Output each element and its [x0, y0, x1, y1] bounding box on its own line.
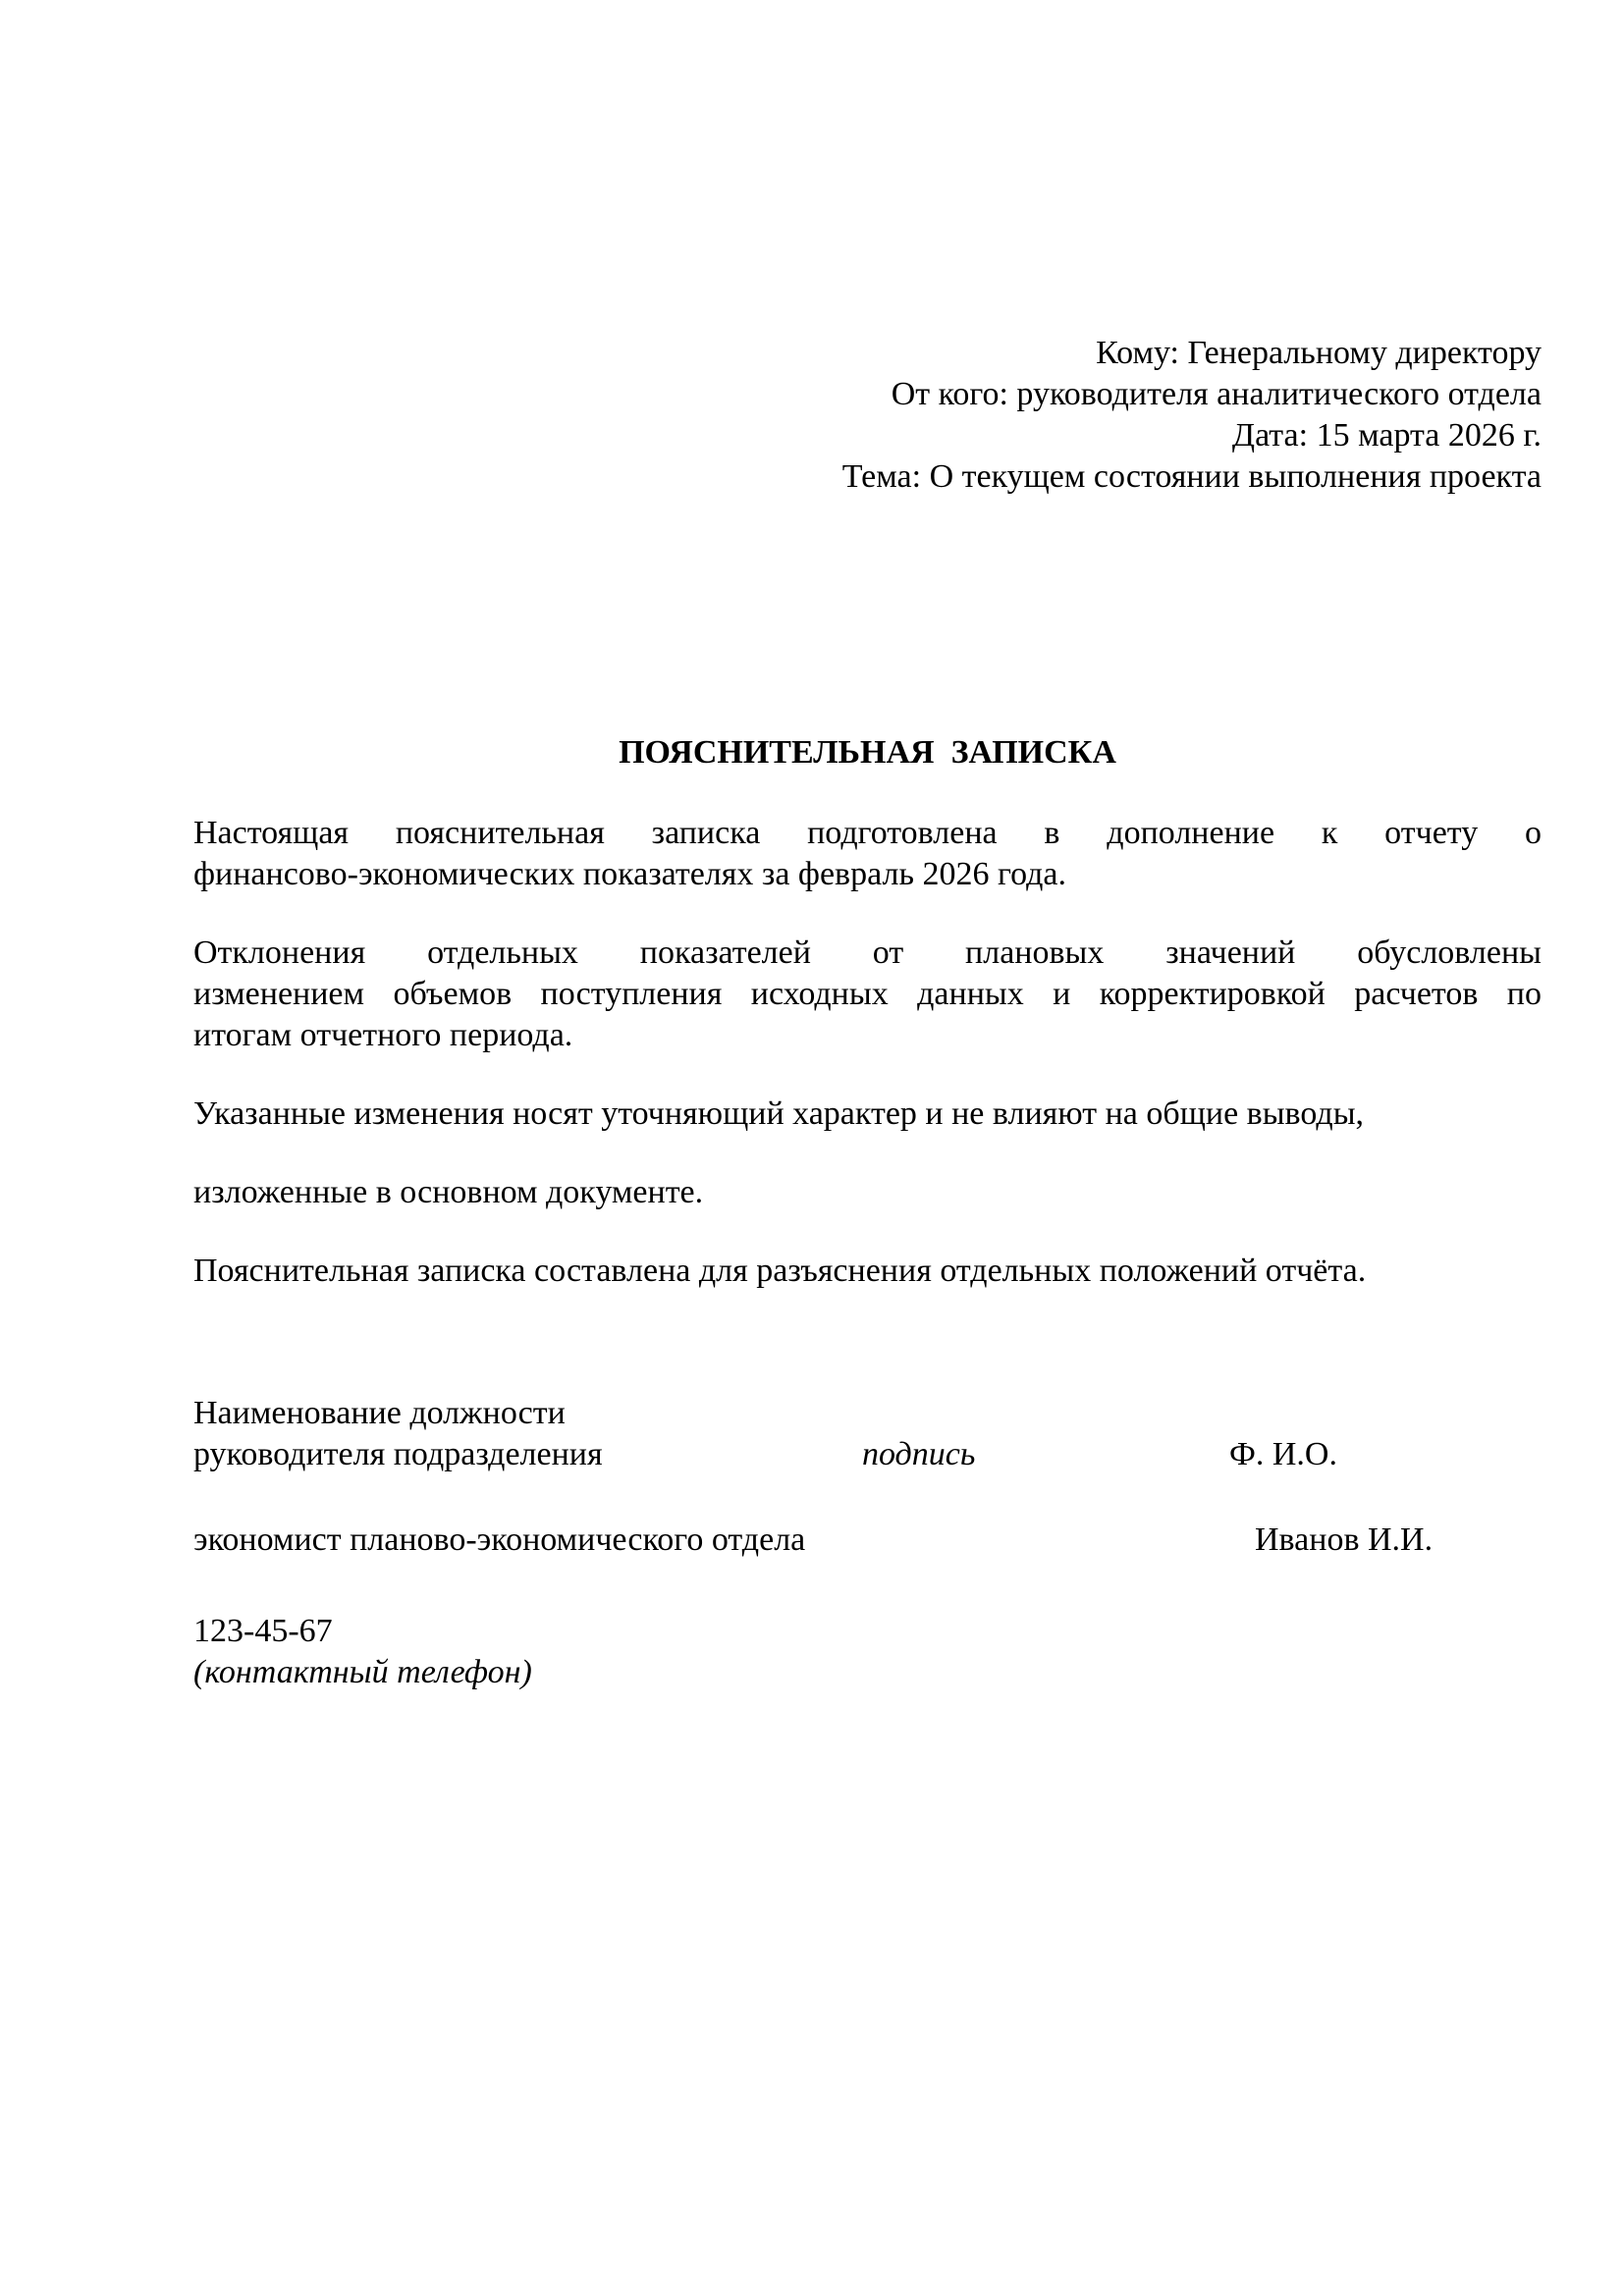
paragraph-line: Пояснительная записка составлена для разъяснения отдельных положений отчёта. [193, 1253, 1367, 1289]
signature-block [193, 1393, 1542, 1475]
paragraph-line: финансово-экономических показателях за февраль 2026 года. [193, 856, 1066, 892]
signature-placeholder: подпись [862, 1436, 976, 1472]
paragraph-line: изменением объемов поступления исходных данных и корректировкой расчетов по [193, 976, 1542, 1012]
contact-phone-label: (контактный телефон) [193, 1654, 532, 1690]
memo-date-line: Дата: 15 марта 2026 г. [1231, 417, 1542, 454]
signer-position-line-2: руководителя подразделения [193, 1436, 603, 1472]
executor-position: экономист планово-экономического отдела [193, 1522, 806, 1558]
body-paragraph-5 [193, 1251, 1542, 1292]
memo-header [193, 333, 1542, 498]
paragraph-line: итогам отчетного периода. [193, 1017, 573, 1053]
signer-position-line-1: Наименование должности [193, 1395, 566, 1431]
contact-block [193, 1611, 1542, 1693]
executor-row [193, 1520, 1542, 1561]
paragraph-line: Отклонения отдельных показателей от плановых значений обусловлены [193, 934, 1542, 971]
body-paragraph-2 [193, 933, 1542, 1056]
memo-from-line: От кого: руководителя аналитического отдела [891, 376, 1542, 412]
executor-name: Иванов И.И. [1255, 1522, 1434, 1558]
signer-name-placeholder: Ф. И.О. [1229, 1436, 1337, 1472]
body-paragraph-1 [193, 813, 1542, 895]
document-title: ПОЯСНИТЕЛЬНАЯ ЗАПИСКА [619, 734, 1116, 771]
memo-subject-line: Тема: О текущем состоянии выполнения проекта [841, 458, 1542, 495]
paragraph-line: изложенные в основном документе. [193, 1174, 704, 1210]
paragraph-line: Настоящая пояснительная записка подготовлена в дополнение к отчету о [193, 815, 1542, 851]
body-paragraph-4 [193, 1172, 1542, 1213]
memo-to-line: Кому: Генеральному директору [1096, 335, 1542, 371]
contact-phone: 123-45-67 [193, 1613, 333, 1649]
body-paragraph-3 [193, 1094, 1542, 1135]
paragraph-line: Указанные изменения носят уточняющий характер и не влияют на общие выводы, [193, 1095, 1365, 1132]
